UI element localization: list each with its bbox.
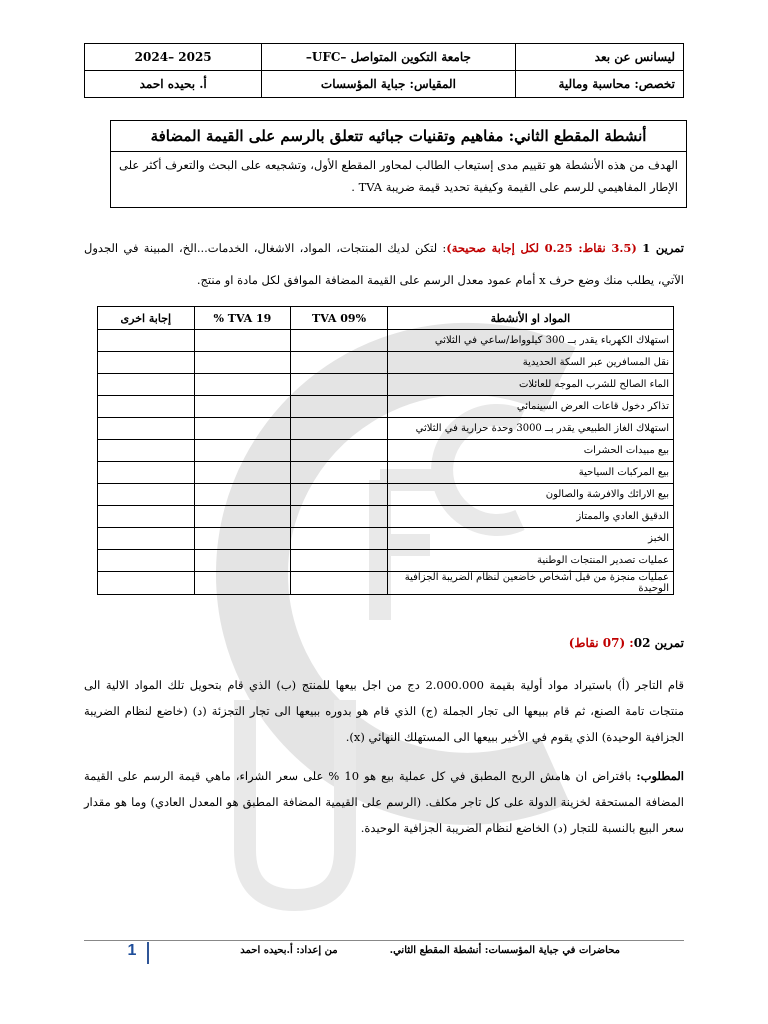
answer-cell-tva-19[interactable] (194, 506, 291, 528)
answer-cell-tva-09[interactable] (291, 418, 388, 440)
table-row (98, 352, 674, 374)
answer-cell-tva-09[interactable] (291, 550, 388, 572)
answer-cell-tva-09[interactable] (291, 396, 388, 418)
col-header-tva-19: TVA 19 % (194, 307, 291, 330)
activity-cell: الدقيق العادي والممتاز (387, 506, 673, 528)
footer-divider (84, 940, 684, 941)
activity-cell: نقل المسافرين عبر السكة الحديدية (387, 352, 673, 374)
footer-author: من إعداد: أ.بحيده احمد (240, 945, 338, 956)
answer-cell-tva-19[interactable] (194, 528, 291, 550)
exercise-2-label: تمرين 02 (633, 636, 684, 650)
col-header-other: إجابة اخرى (98, 307, 195, 330)
table-row (98, 396, 674, 418)
activity-cell: بيع مبيدات الحشرات (387, 440, 673, 462)
answer-cell-other[interactable] (98, 352, 195, 374)
answer-cell-tva-19[interactable] (194, 484, 291, 506)
activity-cell: استهلاك الغاز الطبيعي يقدر بــ 3000 وحدة حرارية في الثلاثي (387, 418, 673, 440)
answer-cell-other[interactable] (98, 550, 195, 572)
answer-cell-tva-09[interactable] (291, 374, 388, 396)
answer-cell-tva-19[interactable] (194, 374, 291, 396)
answer-cell-tva-09[interactable] (291, 462, 388, 484)
answer-cell-other[interactable] (98, 506, 195, 528)
header-year: 2025 –2024 (85, 44, 262, 71)
answer-cell-other[interactable] (98, 572, 195, 595)
activity-cell: عمليات تصدير المنتجات الوطنية (387, 550, 673, 572)
activity-cell: بيع الارائك والافرشة والصالون (387, 484, 673, 506)
activity-cell: الخبز (387, 528, 673, 550)
header-teacher: أ. بحيده احمد (85, 71, 262, 98)
exercise-2-title (569, 636, 684, 650)
activity-cell: تذاكر دخول قاعات العرض السينمائي (387, 396, 673, 418)
exercise-1-label: تمرين 1 (642, 241, 685, 255)
answer-cell-other[interactable] (98, 396, 195, 418)
required-label: المطلوب: (636, 769, 684, 783)
col-header-activities: المواد او الأنشطة (387, 307, 673, 330)
answer-cell-tva-09[interactable] (291, 484, 388, 506)
section-title: أنشطة المقطع الثاني: مفاهيم وتقنيات جبائيه تتعلق بالرسم على القيمة المضافة (111, 121, 686, 152)
activity-cell: عمليات منجزة من قبل أشخاص خاضعين لنظام الضريبة الجزافية الوحيدة (387, 572, 673, 595)
answer-cell-other[interactable] (98, 462, 195, 484)
exercise-1 (84, 232, 684, 296)
answer-cell-tva-19[interactable] (194, 352, 291, 374)
answer-cell-tva-19[interactable] (194, 396, 291, 418)
header-specialty: تخصص: محاسبة ومالية (515, 71, 684, 98)
answer-cell-other[interactable] (98, 374, 195, 396)
header-table (84, 43, 684, 98)
table-row (98, 418, 674, 440)
table-row (98, 484, 674, 506)
table-row (98, 528, 674, 550)
answer-cell-tva-09[interactable] (291, 440, 388, 462)
answer-cell-tva-19[interactable] (194, 418, 291, 440)
activity-cell: بيع المركبات السياحية (387, 462, 673, 484)
page-number-bar (147, 942, 149, 964)
table-row (98, 506, 674, 528)
answer-cell-tva-19[interactable] (194, 462, 291, 484)
exercise-2-required (84, 763, 684, 841)
answer-cell-tva-09[interactable] (291, 352, 388, 374)
table-row (98, 550, 674, 572)
answer-cell-tva-19[interactable] (194, 550, 291, 572)
footer-course: محاضرات في جباية المؤسسات: أنشطة المقطع الثاني. (389, 945, 620, 956)
answer-cell-tva-09[interactable] (291, 506, 388, 528)
exercise-2-points: : (07 نقاط) (568, 636, 634, 650)
activities-table (97, 306, 674, 595)
header-module: المقياس: جباية المؤسسات (262, 71, 515, 98)
answer-cell-other[interactable] (98, 418, 195, 440)
header-program: ليسانس عن بعد (515, 44, 684, 71)
answer-cell-other[interactable] (98, 440, 195, 462)
exercise-1-text: : لتكن لديك المنتجات، المواد، الاشغال، الخدمات...الخ، المبينة في الجدول الآتي، يطلب منك وضع حرف x أمام عمود معدل الرسم على القيمة المضافة الموافق لكل مادة او منتج. (84, 241, 684, 287)
table-row (98, 330, 674, 352)
table-row (98, 572, 674, 595)
answer-cell-other[interactable] (98, 484, 195, 506)
header-university: جامعة التكوين المتواصل –UFC– (262, 44, 515, 71)
required-text: بافتراض ان هامش الربح المطبق في كل عملية بيع هو 10 % على سعر الشراء، ماهي قيمة الرسم على القيمة المضافة المستحقة لخزينة الدولة على كل تاجر مكلف. (الرسم على القيمية المضافة المطبق هو المعدل العادي) وما هو مقدار سعر البيع بالنسبة للتجار (د) الخاضع لنظام الضريبة الجزافية الوحيدة. (84, 769, 684, 835)
col-header-tva-09: TVA 09% (291, 307, 388, 330)
table-row (98, 440, 674, 462)
answer-cell-tva-19[interactable] (194, 330, 291, 352)
objective-box (110, 120, 687, 208)
answer-cell-other[interactable] (98, 528, 195, 550)
answer-cell-other[interactable] (98, 330, 195, 352)
answer-cell-tva-09[interactable] (291, 330, 388, 352)
footer-text (240, 945, 620, 956)
page-number: 1 (127, 942, 137, 959)
table-row (98, 462, 674, 484)
exercise-1-points: (3.5 نقاط: 0.25 لكل إجابة صحيحة) (446, 241, 637, 255)
answer-cell-tva-09[interactable] (291, 572, 388, 595)
answer-cell-tva-19[interactable] (194, 572, 291, 595)
table-row (98, 374, 674, 396)
activity-cell: استهلاك الكهرباء يقدر بــ 300 كيلوواط/ساعي في الثلاثي (387, 330, 673, 352)
exercise-2-paragraph: قام التاجر (أ) باستيراد مواد أولية بقيمة 2.000.000 دج من اجل بيعها للمنتج (ب) الذي قام بتحويل تلك المواد الالية الى منتجات تامة الصنع، ثم قام ببيعها الى تجار الجملة (ج) الذي قام هو بدوره ببيعها الى تجار التجزئة (د) (خاضع لنظام الضريبة الجزافية الوحيدة) الذي يقوم في الأخير ببيعها الى المستهلك النهائي (x). (84, 678, 684, 744)
activity-cell: الماء الصالح للشرب الموجه للعائلات (387, 374, 673, 396)
answer-cell-tva-09[interactable] (291, 528, 388, 550)
objective-text: الهدف من هذه الأنشطة هو تقييم مدى إستيعاب الطالب لمحاور المقطع الأول، وتشجيعه على البحث والتعرف أكثر على الإطار المفاهيمي للرسم على القيمة وكيفية تحديد قيمة ضريبة TVA . (119, 158, 678, 194)
answer-cell-tva-19[interactable] (194, 440, 291, 462)
